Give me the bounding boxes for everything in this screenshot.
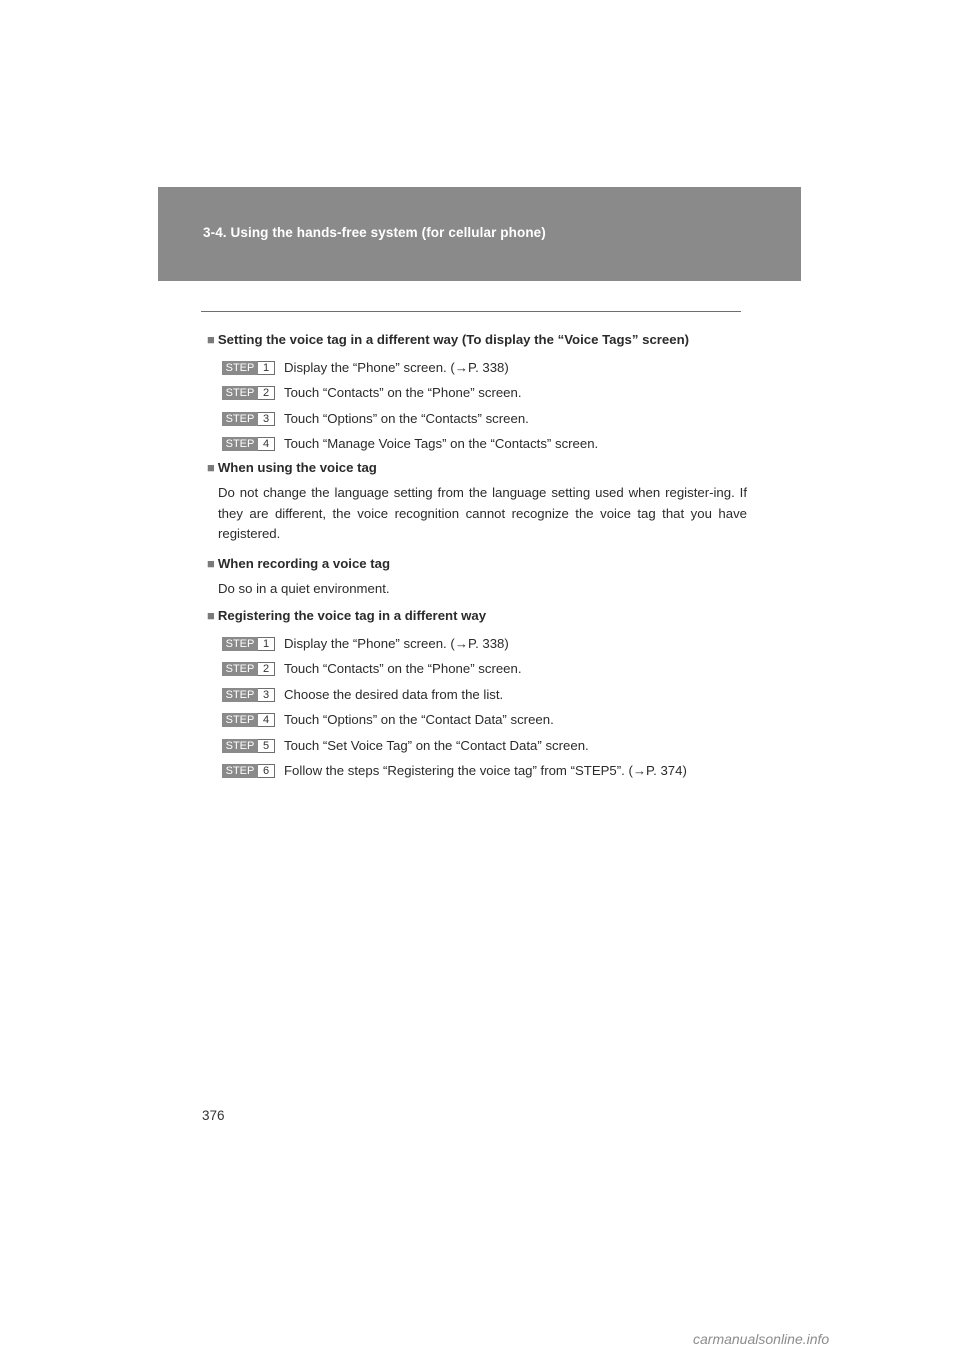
step-text: Display the “Phone” screen. (→P. 338): [284, 359, 509, 375]
page-content: [207, 329, 747, 784]
section-recording-voice-tag: [207, 553, 747, 600]
step-badge: STEP 2: [222, 662, 275, 676]
step-badge: STEP 5: [222, 739, 275, 753]
square-bullet-icon: ■: [207, 460, 215, 475]
step-text: Display the “Phone” screen. (→P. 338): [284, 635, 509, 651]
step-text: Touch “Manage Voice Tags” on the “Contacts” screen.: [284, 436, 599, 452]
step-item: [207, 406, 747, 432]
square-bullet-icon: ■: [207, 332, 215, 347]
step-item: [207, 355, 747, 381]
section-heading: ■ When using the voice tag: [207, 460, 377, 475]
square-bullet-icon: ■: [207, 555, 215, 571]
horizontal-rule: [201, 311, 741, 312]
step-item: [207, 733, 747, 759]
section-heading: ■ When recording a voice tag: [207, 555, 391, 571]
step-badge: STEP 1: [222, 361, 275, 375]
step-badge: STEP 3: [222, 688, 275, 702]
step-item: [207, 631, 747, 657]
section-registering-voice-tag: [207, 605, 747, 784]
step-badge: STEP 4: [222, 713, 275, 727]
step-text: Touch “Set Voice Tag” on the “Contact Data” screen.: [284, 737, 589, 753]
section-using-voice-tag: [207, 457, 747, 545]
section-heading: ■ Setting the voice tag in a different way (To display the “Voice Tags” screen): [207, 332, 690, 347]
step-text: Follow the steps “Registering the voice tag” from “STEP5”. (→P. 374): [284, 763, 687, 779]
step-badge: STEP 6: [222, 764, 275, 778]
section-heading: ■ Registering the voice tag in a different way: [207, 608, 487, 623]
section-title: 3-4. Using the hands-free system (for cellular phone): [203, 225, 546, 240]
section-header-band: [158, 187, 801, 281]
step-badge: STEP 3: [222, 412, 275, 426]
step-item: [207, 432, 747, 458]
square-bullet-icon: ■: [207, 608, 215, 623]
step-item: [207, 682, 747, 708]
step-text: Touch “Contacts” on the “Phone” screen.: [284, 661, 522, 677]
step-text: Touch “Contacts” on the “Phone” screen.: [284, 385, 522, 401]
step-item: [207, 759, 747, 785]
step-text: Touch “Options” on the “Contact Data” screen.: [284, 712, 554, 728]
step-item: [207, 708, 747, 734]
section-voice-tags-screen: [207, 329, 747, 457]
section-paragraph: Do not change the language setting from the language setting used when register-ing. If they are different, the voice recognition cannot recognize the voice tag that you have registered.: [218, 485, 747, 541]
step-badge: STEP 4: [222, 437, 275, 451]
step-item: [207, 657, 747, 683]
step-badge: STEP 1: [222, 637, 275, 651]
footer-watermark-url: carmanualsonline.info: [693, 1331, 830, 1347]
page-number: 376: [202, 1108, 225, 1123]
step-item: [207, 381, 747, 407]
section-paragraph: Do so in a quiet environment.: [218, 580, 390, 596]
step-text: Touch “Options” on the “Contacts” screen.: [284, 410, 529, 426]
step-badge: STEP 2: [222, 386, 275, 400]
step-text: Choose the desired data from the list.: [284, 686, 504, 702]
